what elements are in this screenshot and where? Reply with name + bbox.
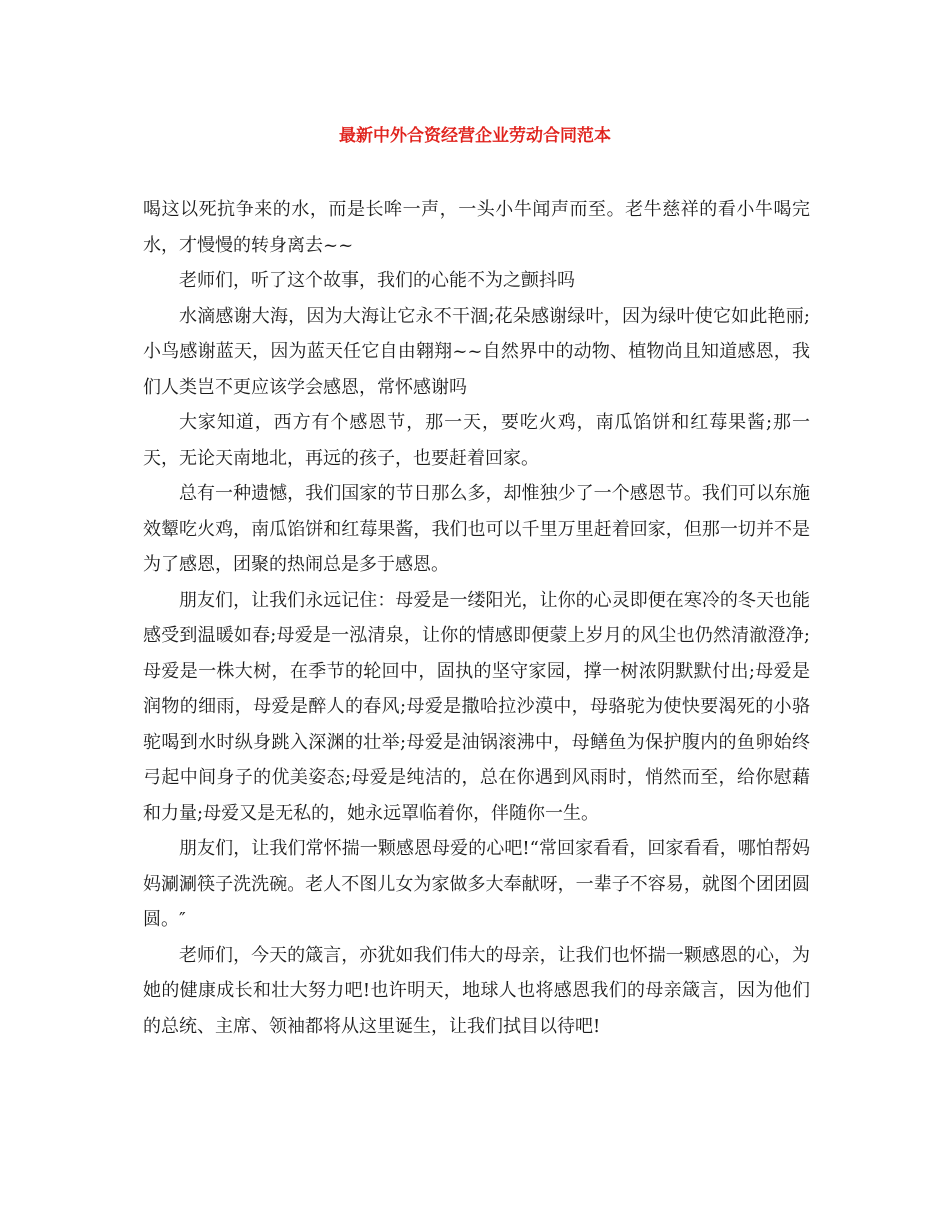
document-body xyxy=(143,192,810,1044)
paragraph-2: 老师们，听了这个故事，我们的心能不为之颤抖吗 xyxy=(179,270,575,291)
paragraph-5: 总有一种遗憾，我们国家的节日那么多，却惟独少了一个感恩节。我们可以东施效颦吃火鸡，南瓜馅饼和红莓果酱，我们也可以千里万里赶着回家，但那一切并不是为了感恩，团聚的热闹总是多于感恩。 xyxy=(143,483,810,575)
document-title: 最新中外合资经营企业劳动合同范本 xyxy=(339,126,611,146)
paragraph-3: 水滴感谢大海，因为大海让它永不干涸;花朵感谢绿叶，因为绿叶使它如此艳丽;小鸟感谢蓝天，因为蓝天任它自由翱翔~~自然界中的动物、植物尚且知道感恩，我们人类岂不更应该学会感恩，常怀感谢吗 xyxy=(143,305,810,398)
paragraph-1: 喝这以死抗争来的水，而是长哞一声，一头小牛闻声而至。老牛慈祥的看小牛喝完水，才慢慢的转身离去~~ xyxy=(143,199,810,256)
paragraph-7: 朋友们，让我们常怀揣一颗感恩母爱的心吧!“常回家看看，回家看看，哪怕帮妈妈涮涮筷子洗洗碗。老人不图儿女为家做多大奉献呀，一辈子不容易，就图个团团圆圆。″ xyxy=(143,838,810,930)
paragraph-6: 朋友们，让我们永远记住：母爱是一缕阳光，让你的心灵即便在寒冷的冬天也能感受到温暖如春;母爱是一泓清泉，让你的情感即便蒙上岁月的风尘也仍然清澈澄净;母爱是一株大树，在季节的轮回中，固执的坚守家园，撑一树浓阴默默付出;母爱是润物的细雨，母爱是醉人的春风;母爱是撒哈拉沙漠中，母骆驼为使快要渴死的小骆驼喝到水时纵身跳入深渊的壮举;母爱是油锅滚沸中，母鳝鱼为保护腹内的鱼卵始终弓起中间身子的优美姿态;母爱是纯洁的，总在你遇到风雨时，悄然而至，给你慰藉和力量;母爱又是无私的，她永远罩临着你，伴随你一生。 xyxy=(143,589,810,824)
paragraph-4: 大家知道，西方有个感恩节，那一天，要吃火鸡，南瓜馅饼和红莓果酱;那一天，无论天南地北，再远的孩子，也要赶着回家。 xyxy=(143,412,810,469)
paragraph-8: 老师们，今天的箴言，亦犹如我们伟大的母亲，让我们也怀揣一颗感恩的心，为她的健康成长和壮大努力吧!也许明天，地球人也将感恩我们的母亲箴言，因为他们的总统、主席、领袖都将从这里诞生，让我们拭目以待吧! xyxy=(143,944,810,1037)
